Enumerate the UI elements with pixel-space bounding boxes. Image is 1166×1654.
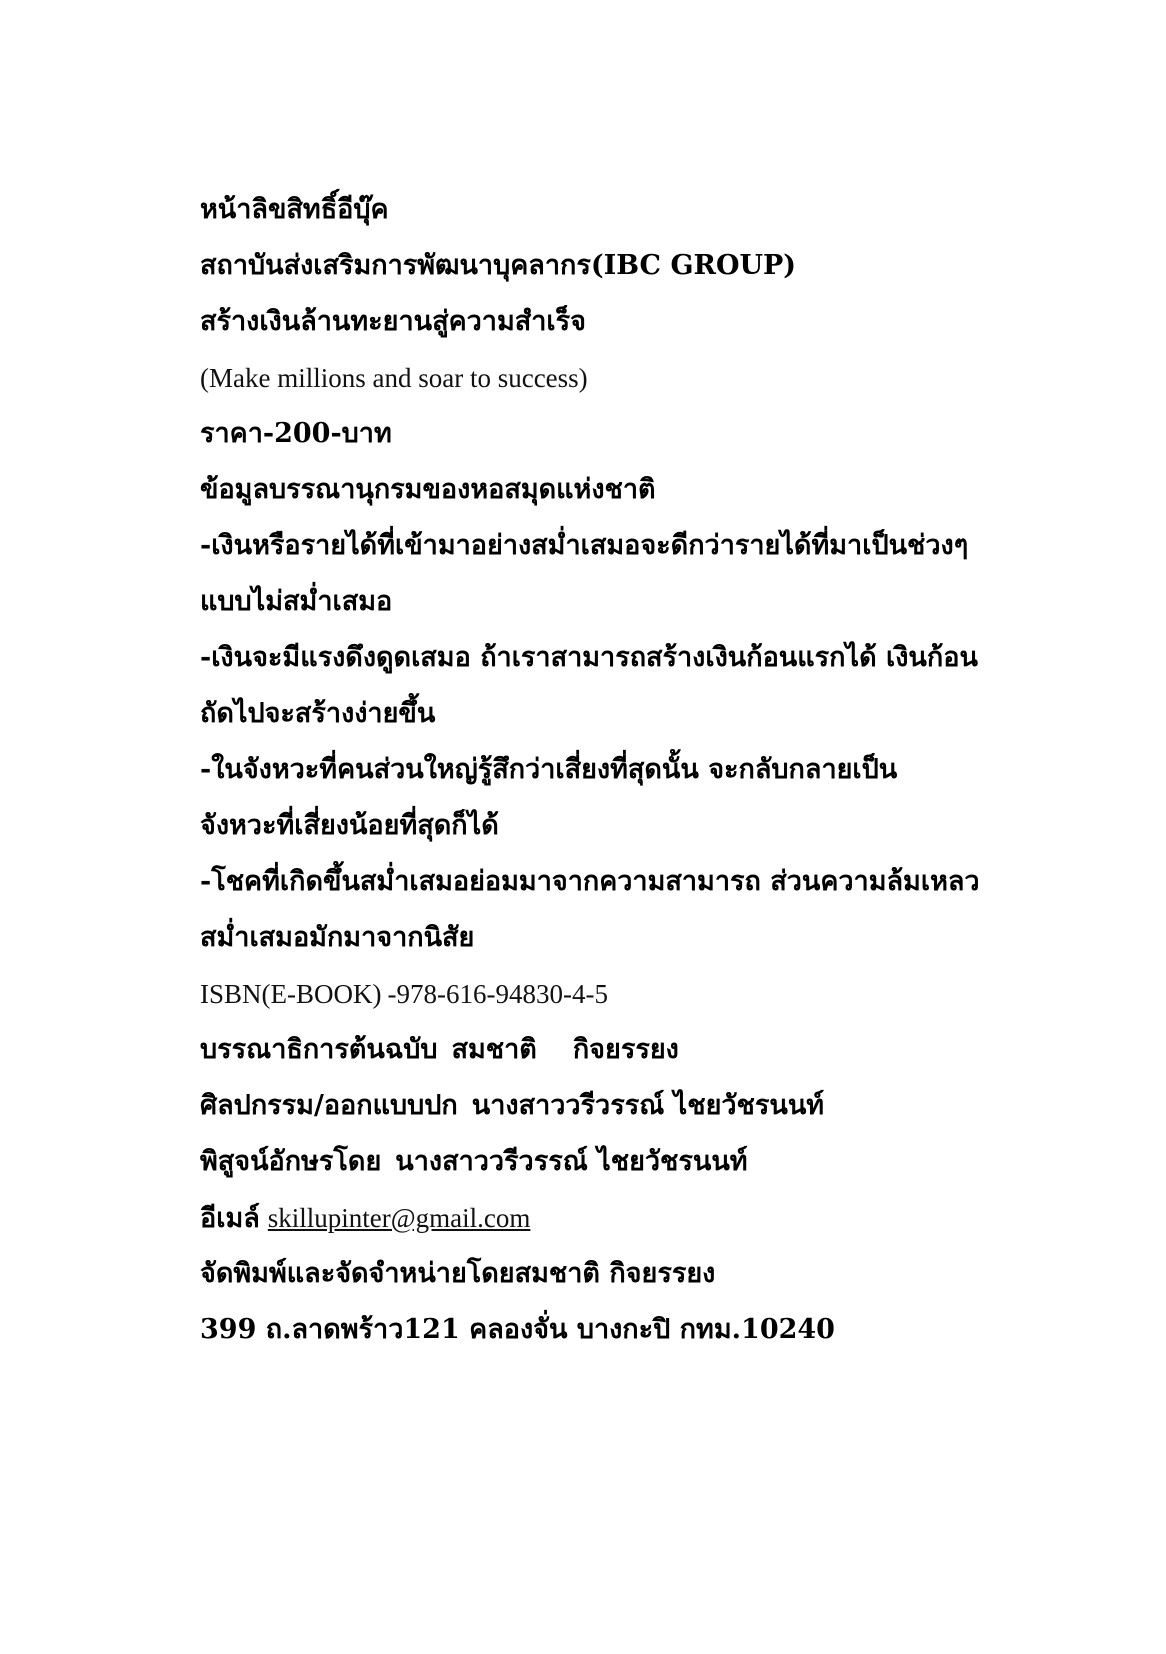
isbn-line <box>200 966 1100 1022</box>
summary-line: ถัดไปจะสร้างง่ายขึ้น <box>200 698 436 729</box>
summary-line: -ในจังหวะที่คนส่วนใหญ่รู้สึกว่าเสี่ยงที่สุดนั้น จะกลับกลายเป็น <box>200 754 898 785</box>
art-name: นางสาววรีวรรณ์ ไชยวัชรนนท์ <box>471 1090 825 1121</box>
email-label: อีเมล์ <box>200 1203 260 1234</box>
proofread-label: พิสูจน์อักษรโดย <box>200 1146 382 1177</box>
isbn-number: -978-616-94830-4-5 <box>387 979 608 1009</box>
copyright-content <box>200 182 1100 1358</box>
address-line: 399 ถ.ลาดพร้าว121 คลองจั่น บางกะปิ กทม.10240 <box>200 1314 835 1345</box>
editor-first-name: สมชาติ <box>451 1034 537 1065</box>
email-line <box>200 1190 1100 1246</box>
proofread-name: นางสาววรีวรรณ์ ไชยวัชรนนท์ <box>395 1146 748 1177</box>
summary-line: สม่ำเสมอมักมาจากนิสัย <box>200 922 475 953</box>
publisher-line: จัดพิมพ์และจัดจำหน่ายโดยสมชาติ กิจยรรยง <box>200 1258 716 1289</box>
editor-last-name: กิจยรรยง <box>572 1034 679 1065</box>
proofread-line <box>200 1134 1100 1190</box>
price: ราคา-200-บาท <box>200 418 392 449</box>
summary-line: แบบไม่สม่ำเสมอ <box>200 586 393 617</box>
summary-line: -เงินจะมีแรงดึงดูดเสมอ ถ้าเราสามารถสร้างเงินก้อนแรกได้ เงินก้อน <box>200 642 978 673</box>
book-title-english: (Make millions and soar to success) <box>200 363 588 393</box>
editor-label: บรรณาธิการต้นฉบับ <box>200 1034 438 1065</box>
summary-line: -โชคที่เกิดขึ้นสม่ำเสมอย่อมมาจากความสามารถ ส่วนความล้มเหลว <box>200 866 980 897</box>
isbn-label: ISBN(E-BOOK) <box>200 979 382 1009</box>
editor-line <box>200 1022 1100 1078</box>
email-link[interactable]: skillupinter@gmail.com <box>267 1203 531 1233</box>
page-title: หน้าลิขสิทธิ์อีบุ๊ค <box>200 194 389 225</box>
summary-line: จังหวะที่เสี่ยงน้อยที่สุดก็ได้ <box>200 810 499 841</box>
summary-line: -เงินหรือรายได้ที่เข้ามาอย่างสม่ำเสมอจะดีกว่ารายได้ที่มาเป็นช่วงๆ <box>200 530 969 561</box>
art-label: ศิลปกรรม/ออกแบบปก <box>200 1090 458 1121</box>
institute-name: สถาบันส่งเสริมการพัฒนาบุคลากร(IBC GROUP) <box>200 250 797 281</box>
book-title-thai: สร้างเงินล้านทะยานสู่ความสำเร็จ <box>200 306 586 337</box>
cip-heading: ข้อมูลบรรณานุกรมของหอสมุดแห่งชาติ <box>200 474 656 505</box>
art-line <box>200 1078 1100 1134</box>
